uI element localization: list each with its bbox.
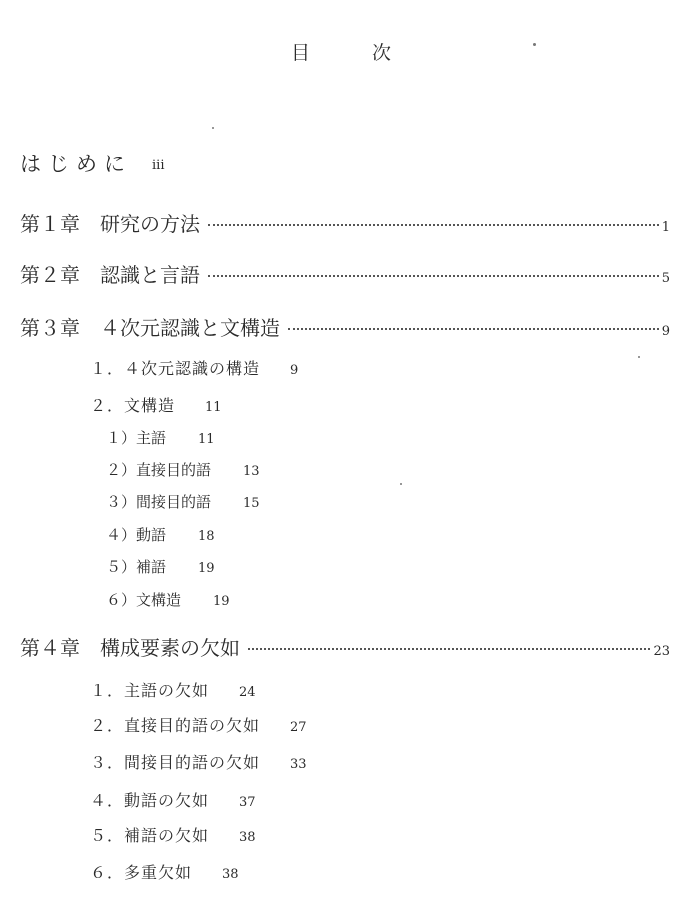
section-page: 11 [205, 400, 222, 415]
section-label: ２．直接目的語の欠如 [90, 716, 261, 735]
chapter-number: 第１章 [20, 212, 80, 236]
chapter-page: 23 [653, 644, 670, 659]
section-page: 27 [290, 720, 307, 735]
section-page: 33 [290, 757, 307, 772]
toc-entry-chapter-2[interactable] [20, 259, 670, 287]
chapter-page: 5 [661, 271, 670, 286]
chapter-title: 研究の方法 [100, 212, 200, 236]
subsection-label: ２）直接目的語 [106, 461, 212, 479]
chapter-number: 第２章 [20, 263, 80, 287]
scan-speck [400, 483, 402, 485]
toc-section-3-2[interactable] [90, 393, 222, 416]
toc-subsection-3-2-2[interactable] [106, 459, 260, 480]
section-page: 9 [290, 363, 299, 378]
chapter-title: 認識と言語 [100, 263, 200, 287]
section-page: 38 [239, 830, 256, 845]
page-title [0, 38, 682, 65]
section-label: ３．間接目的語の欠如 [90, 753, 261, 772]
toc-section-3-1[interactable] [90, 356, 298, 379]
chapter-title: 構成要素の欠如 [100, 636, 240, 660]
subsection-page: 13 [243, 464, 260, 479]
subsection-page: 19 [198, 561, 215, 576]
section-page: 24 [239, 685, 256, 700]
subsection-page: 18 [198, 529, 215, 544]
subsection-label: ４）動語 [106, 526, 167, 544]
scan-speck [212, 127, 214, 129]
toc-subsection-3-2-6[interactable] [106, 589, 230, 610]
subsection-label: １）主語 [106, 429, 167, 447]
scan-speck [638, 356, 640, 358]
chapter-number: 第３章 [20, 316, 80, 340]
section-label: ４．動語の欠如 [90, 791, 210, 810]
subsection-label: ６）文構造 [106, 591, 182, 609]
toc-entry-preface[interactable] [20, 148, 164, 178]
toc-entry-chapter-3[interactable] [20, 312, 670, 340]
toc-section-4-1[interactable] [90, 678, 256, 701]
toc-section-4-5[interactable] [90, 823, 256, 846]
dot-leader [208, 275, 659, 277]
chapter-page: 1 [661, 220, 670, 235]
dot-leader [248, 648, 650, 650]
section-label: １．４次元認識の構造 [90, 359, 261, 378]
chapter-page: 9 [661, 324, 670, 339]
toc-subsection-3-2-4[interactable] [106, 524, 215, 545]
subsection-label: ３）間接目的語 [106, 493, 212, 511]
chapter-title: ４次元認識と文構造 [100, 316, 280, 340]
toc-subsection-3-2-5[interactable] [106, 556, 215, 577]
subsection-page: 15 [243, 496, 260, 511]
preface-label: はじめに [20, 152, 132, 176]
toc-section-4-3[interactable] [90, 750, 307, 773]
section-label: ６．多重欠如 [90, 863, 193, 882]
dot-leader [288, 328, 659, 330]
toc-subsection-3-2-3[interactable] [106, 491, 260, 512]
subsection-page: 19 [213, 594, 230, 609]
chapter-number: 第４章 [20, 636, 80, 660]
section-label: ２．文構造 [90, 396, 176, 415]
toc-section-4-4[interactable] [90, 788, 256, 811]
toc-section-4-2[interactable] [90, 713, 307, 736]
scan-speck [533, 43, 536, 46]
subsection-label: ５）補語 [106, 558, 167, 576]
toc-section-4-6[interactable] [90, 860, 239, 883]
subsection-page: 11 [198, 432, 215, 447]
title-part-2: 次 [372, 42, 392, 64]
section-label: １．主語の欠如 [90, 681, 210, 700]
toc-subsection-3-2-1[interactable] [106, 427, 215, 448]
dot-leader [208, 224, 659, 226]
section-page: 37 [239, 795, 256, 810]
section-page: 38 [222, 867, 239, 882]
section-label: ５．補語の欠如 [90, 826, 210, 845]
preface-page: iii [152, 158, 165, 173]
title-part-1: 目 [290, 42, 310, 64]
toc-entry-chapter-4[interactable] [20, 632, 670, 660]
toc-entry-chapter-1[interactable] [20, 208, 670, 236]
